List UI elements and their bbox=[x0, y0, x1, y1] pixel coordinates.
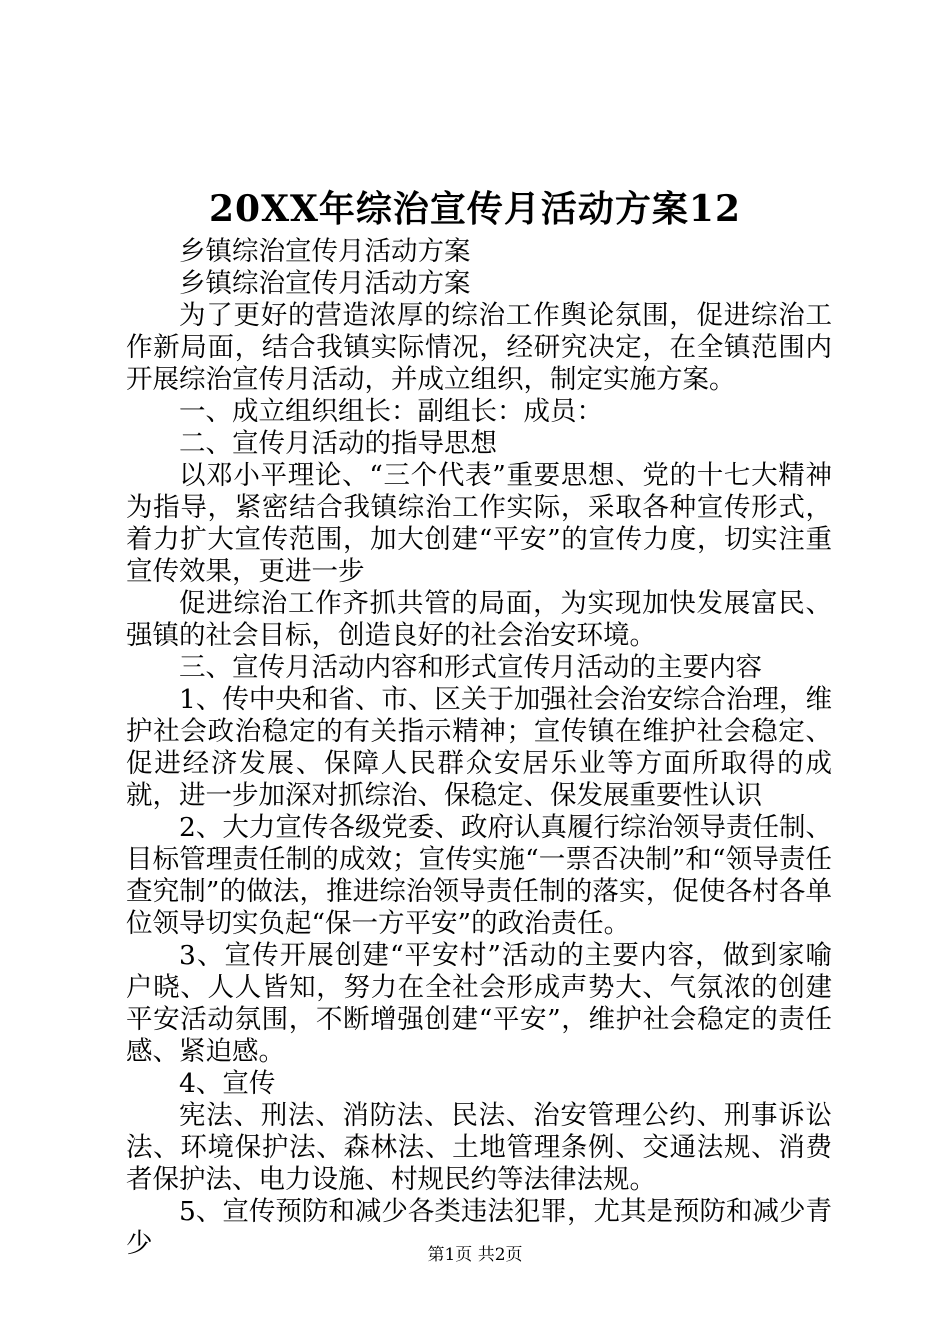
paragraph: 5、宣传预防和减少各类违法犯罪，尤其是预防和减少青少 bbox=[126, 1196, 832, 1259]
paragraph: 促进综治工作齐抓共管的局面，为实现加快发展富民、强镇的社会目标，创造良好的社会治安环境。 bbox=[126, 588, 832, 651]
paragraph: 宪法、刑法、消防法、民法、治安管理公约、刑事诉讼法、环境保护法、森林法、土地管理条例、交通法规、消费者保护法、电力设施、村规民约等法律法规。 bbox=[126, 1100, 832, 1195]
page-number-footer: 第1页 共2页 bbox=[427, 1245, 523, 1265]
paragraph: 乡镇综治宣传月活动方案 bbox=[179, 236, 471, 267]
paragraph: 乡镇综治宣传月活动方案 bbox=[179, 268, 471, 299]
document-body bbox=[126, 236, 832, 1260]
paragraph: 三、宣传月活动内容和形式宣传月活动的主要内容 bbox=[179, 652, 762, 683]
document-title: 20XX年综治宣传月活动方案12 bbox=[208, 188, 742, 230]
paragraph: 一、成立组织组长：副组长：成员： bbox=[179, 396, 603, 427]
paragraph: 3、宣传开展创建“平安村”活动的主要内容，做到家喻户晓、人人皆知，努力在全社会形成声势大、气氛浓的创建平安活动氛围，不断增强创建“平安”，维护社会稳定的责任感、紧迫感。 bbox=[126, 940, 832, 1067]
paragraph: 1、传中央和省、市、区关于加强社会治安综合治理，维护社会政治稳定的有关指示精神；宣传镇在维护社会稳定、促进经济发展、保障人民群众安居乐业等方面所取得的成就，进一步加深对抓综治、保稳定、保发展重要性认识 bbox=[126, 684, 832, 811]
paragraph: 4、宣传 bbox=[179, 1068, 276, 1099]
paragraph: 以邓小平理论、“三个代表”重要思想、党的十七大精神为指导，紧密结合我镇综治工作实际，采取各种宣传形式，着力扩大宣传范围，加大创建“平安”的宣传力度，切实注重宣传效果，更进一步 bbox=[126, 460, 832, 587]
paragraph: 二、宣传月活动的指导思想 bbox=[179, 428, 497, 459]
paragraph: 2、大力宣传各级党委、政府认真履行综治领导责任制、目标管理责任制的成效；宣传实施“一票否决制”和“领导责任查究制”的做法，推进综治领导责任制的落实，促使各村各单位领导切实负起“保一方平安”的政治责任。 bbox=[126, 812, 832, 939]
paragraph: 为了更好的营造浓厚的综治工作舆论氛围，促进综治工作新局面，结合我镇实际情况，经研究决定，在全镇范围内开展综治宣传月活动，并成立组织，制定实施方案。 bbox=[126, 300, 832, 395]
